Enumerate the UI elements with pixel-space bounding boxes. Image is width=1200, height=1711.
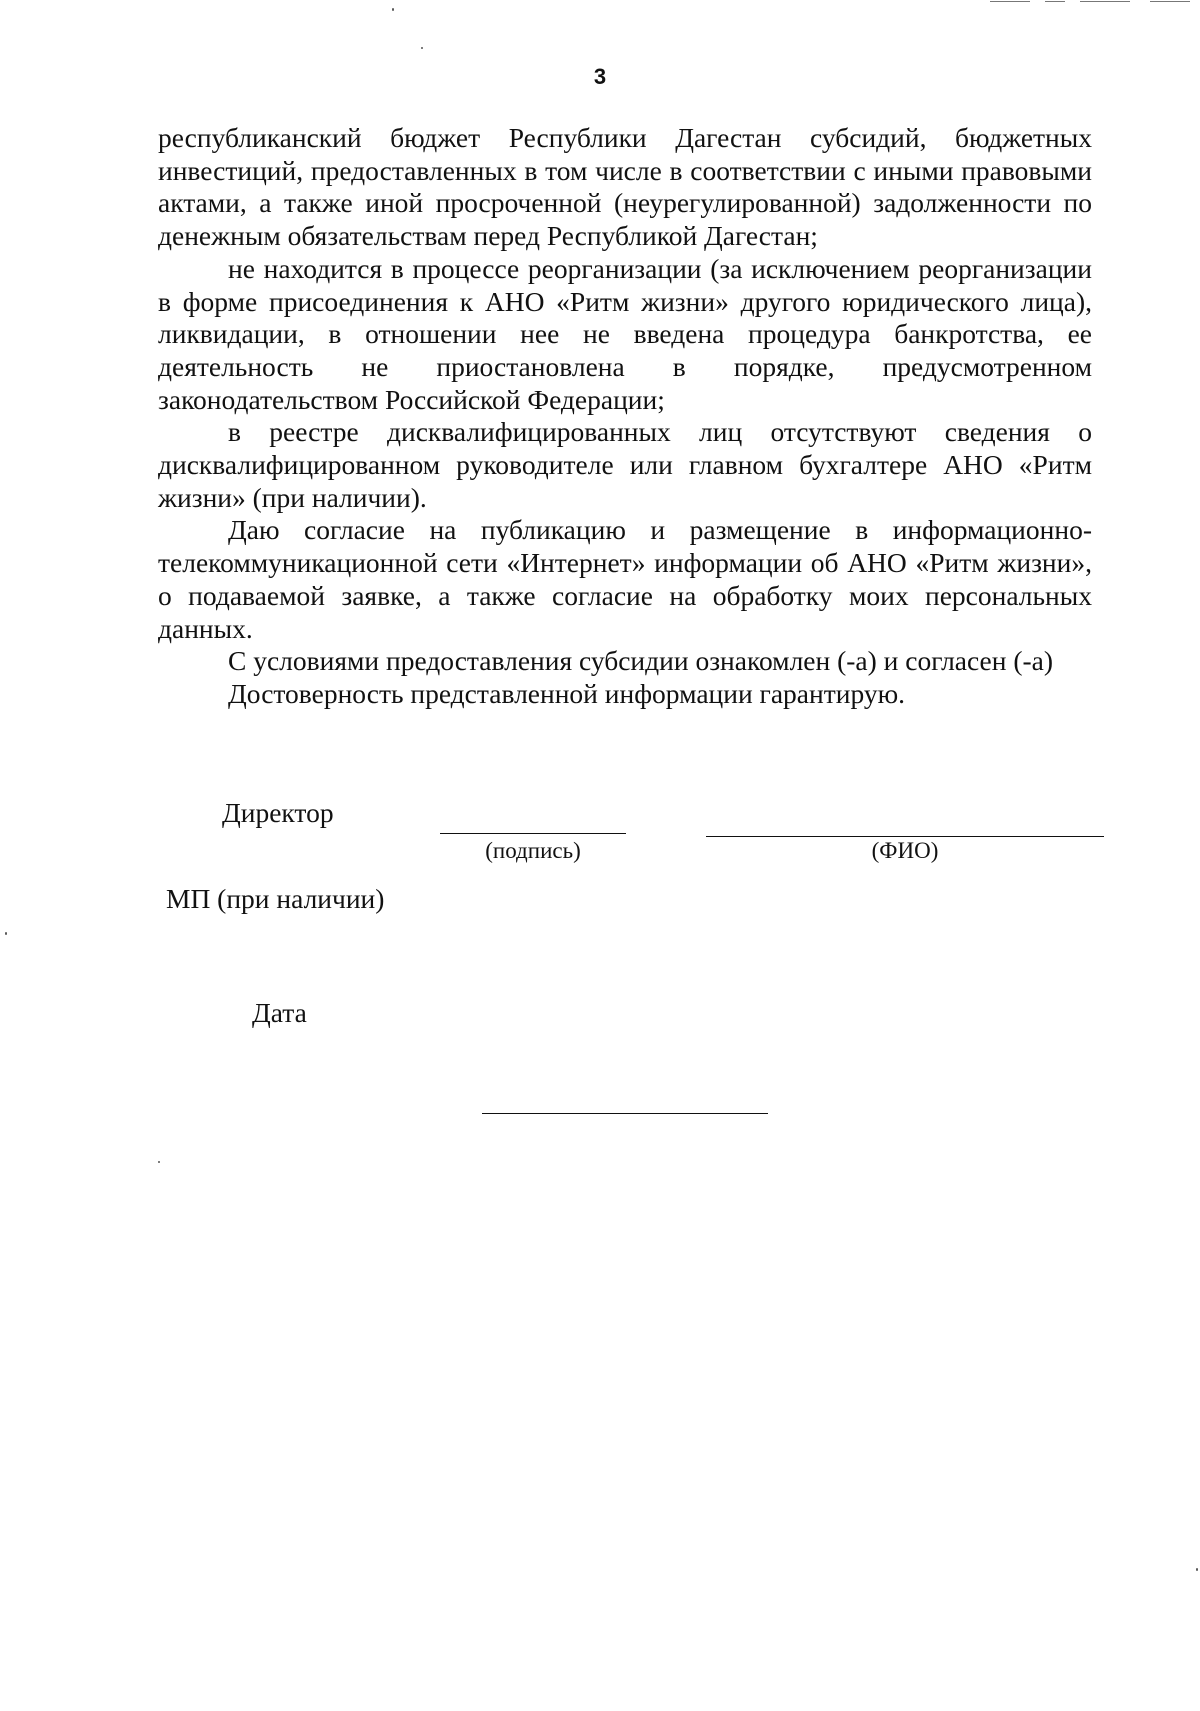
full-name-line xyxy=(706,836,1104,837)
paragraph-debt-obligations: республиканский бюджет Республики Дагестан субсидий, бюджетных инвестиций, предоставленных в том числе в соответствии с иными правовыми актами, а также иной просроченной (неурегулированной) задолженности по денежным обязательствам перед Республикой Дагестан; xyxy=(158,122,1092,252)
scan-speck xyxy=(392,8,394,11)
scan-speck xyxy=(1196,1568,1198,1571)
full-name-caption: (ФИО) xyxy=(871,838,939,863)
scan-edge-mark xyxy=(1080,1,1130,2)
scan-speck xyxy=(421,47,423,49)
paragraph-disqualified-persons: в реестре дисквалифицированных лиц отсутствуют сведения о дисквалифицированном руководителе или главном бухгалтере АНО «Ритм жизни» (при наличии). xyxy=(158,416,1092,513)
paragraph-consent-publication: Даю согласие на публикацию и размещение в информационно-телекоммуникационной сети «Интернет» информации об АНО «Ритм жизни», о подаваемой заявке, а также согласие на обработку моих персональных данных. xyxy=(158,514,1092,644)
scan-edge-mark xyxy=(990,1,1030,2)
signature-caption: (подпись) xyxy=(485,838,581,863)
stamp-label: МП (при наличии) xyxy=(166,883,385,914)
director-label: Директор xyxy=(222,797,334,828)
date-label: Дата xyxy=(252,997,307,1028)
signature-line xyxy=(440,833,626,834)
paragraph-reorganization: не находится в процессе реорганизации (за исключением реорганизации в форме присоединения к АНО «Ритм жизни» другого юридического лица), ликвидации, в отношении нее не введена процедура банкротства, ее деятельность не приостановлена в порядке, предусмотренном законодательством Российской Федерации; xyxy=(158,252,1092,415)
scan-edge-mark xyxy=(1150,1,1190,2)
document-body xyxy=(158,122,1092,711)
paragraph-subsidy-conditions: С условиями предоставления субсидии ознакомлен (-а) и согласен (-а) xyxy=(228,645,1054,677)
scan-speck xyxy=(158,1161,160,1163)
date-line xyxy=(482,1113,768,1114)
paragraph-reliability-guarantee: Достоверность представленной информации гарантирую. xyxy=(228,677,905,709)
scan-speck xyxy=(5,932,7,935)
page-number: 3 xyxy=(593,64,607,89)
scan-edge-mark xyxy=(1045,1,1065,2)
